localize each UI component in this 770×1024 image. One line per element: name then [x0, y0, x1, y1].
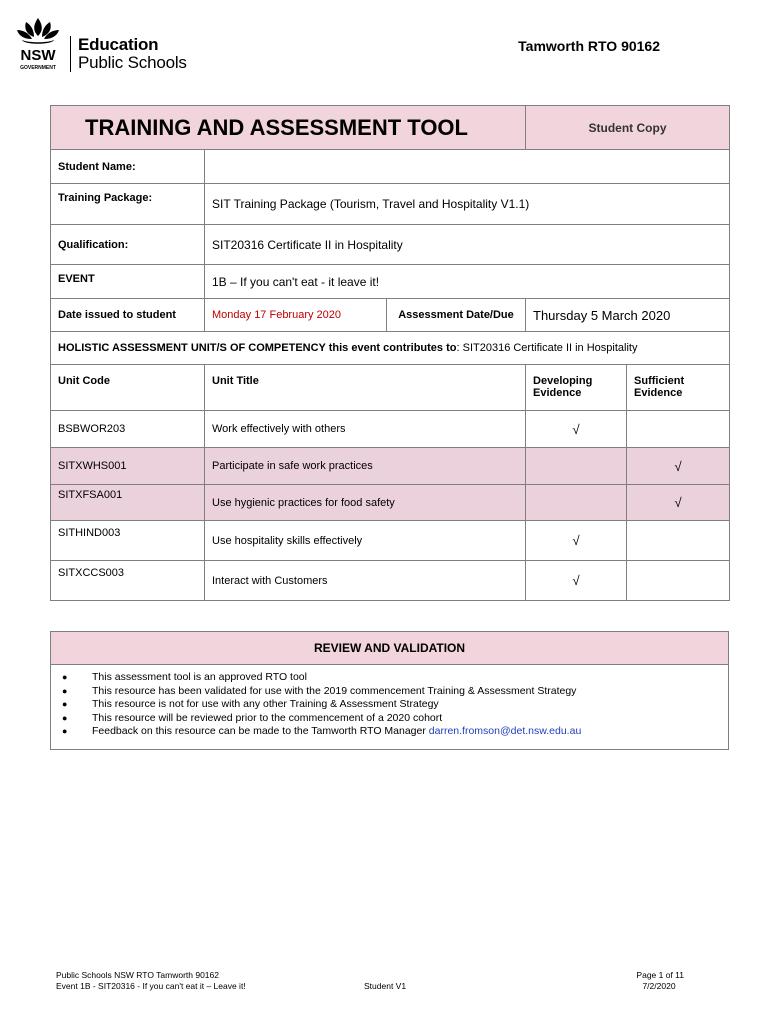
sufficient-check [627, 411, 730, 448]
developing-check: √ [526, 561, 627, 601]
assessment-tool-table [50, 105, 730, 601]
review-list [58, 671, 721, 739]
list-item [58, 725, 721, 739]
tool-title: TRAINING AND ASSESSMENT TOOL [51, 106, 526, 150]
sufficient-check: √ [627, 485, 730, 521]
holistic-label: HOLISTIC ASSESSMENT UNIT/S OF COMPETENCY this event contributes to [58, 342, 457, 354]
unit-title: Participate in safe work practices [205, 448, 526, 485]
col-sufficient-evidence: Sufficient Evidence [627, 365, 730, 411]
training-package-label: Training Package: [51, 184, 205, 225]
table-row [51, 561, 730, 601]
assessment-date-value: Thursday 5 March 2020 [526, 299, 730, 332]
student-name-field[interactable] [205, 150, 730, 184]
list-item: ● This resource will be reviewed prior to the commencement of a 2020 cohort [58, 712, 721, 726]
footer-event: Event 1B - SIT20316 - If you can't eat it – Leave it! [56, 981, 246, 991]
sufficient-check: √ [627, 448, 730, 485]
holistic-competency-row: HOLISTIC ASSESSMENT UNIT/S OF COMPETENCY this event contributes to: SIT20316 Certificate II in Hospitality [51, 332, 730, 365]
unit-title: Use hygienic practices for food safety [205, 485, 526, 521]
list-item: ● This resource is not for use with any other Training & Assessment Strategy [58, 698, 721, 712]
training-package-value: SIT Training Package (Tourism, Travel and Hospitality V1.1) [205, 184, 730, 225]
sufficient-check [627, 561, 730, 601]
nsw-education-logo [12, 16, 202, 74]
rto-title: Tamworth RTO 90162 [518, 38, 660, 54]
manager-email-link[interactable]: darren.fromson@det.nsw.edu.au [428, 725, 582, 737]
page-number: Page 1 of 11 [636, 970, 684, 980]
copy-type: Student Copy [526, 106, 730, 150]
unit-code: BSBWOR203 [51, 411, 205, 448]
logo-divider [70, 36, 71, 72]
unit-code: SITXFSA001 [51, 485, 205, 521]
footer-right [620, 970, 684, 992]
sufficient-check [627, 521, 730, 561]
list-item: ● This assessment tool is an approved RTO tool [58, 671, 721, 685]
holistic-value: SIT20316 Certificate II in Hospitality [462, 342, 638, 354]
developing-check [526, 448, 627, 485]
qualification-value: SIT20316 Certificate II in Hospitality [205, 225, 730, 265]
footer-left [56, 970, 246, 992]
logo-education-text: Education [78, 35, 159, 54]
feedback-text: Feedback on this resource can be made to the Tamworth RTO Manager [92, 725, 426, 737]
col-unit-title: Unit Title [205, 365, 526, 411]
date-issued-value: Monday 17 February 2020 [205, 299, 387, 332]
date-issued-label: Date issued to student [51, 299, 205, 332]
assessment-date-label: Assessment Date/Due [387, 299, 526, 332]
unit-code: SITXCCS003 [51, 561, 205, 601]
footer-org: Public Schools NSW RTO Tamworth 90162 [56, 970, 219, 980]
developing-check: √ [526, 411, 627, 448]
student-name-label: Student Name: [51, 150, 205, 184]
table-row [51, 448, 730, 485]
svg-text:GOVERNMENT: GOVERNMENT [20, 65, 56, 71]
developing-check [526, 485, 627, 521]
table-row [51, 485, 730, 521]
event-label: EVENT [51, 265, 205, 299]
col-developing-evidence: Developing Evidence [526, 365, 627, 411]
footer-version: Student V1 [364, 981, 407, 991]
svg-text:NSW: NSW [20, 47, 56, 64]
unit-code: SITHIND003 [51, 521, 205, 561]
col-unit-code: Unit Code [51, 365, 205, 411]
footer-date: 7/2/2020 [642, 981, 676, 991]
table-row [51, 521, 730, 561]
review-body [51, 665, 729, 750]
list-item: ● This resource has been validated for use with the 2019 commencement Training & Assessment Strategy [58, 685, 721, 699]
qualification-label: Qualification: [51, 225, 205, 265]
unit-title: Use hospitality skills effectively [205, 521, 526, 561]
unit-title: Work effectively with others [205, 411, 526, 448]
review-heading: REVIEW AND VALIDATION [51, 632, 729, 665]
unit-code: SITXWHS001 [51, 448, 205, 485]
event-value: 1B – If you can't eat - it leave it! [205, 265, 730, 299]
logo-public-schools-text: Public Schools [78, 53, 187, 72]
table-row [51, 411, 730, 448]
developing-check: √ [526, 521, 627, 561]
waratah-icon [12, 16, 64, 74]
review-validation-table [50, 631, 729, 750]
unit-title: Interact with Customers [205, 561, 526, 601]
